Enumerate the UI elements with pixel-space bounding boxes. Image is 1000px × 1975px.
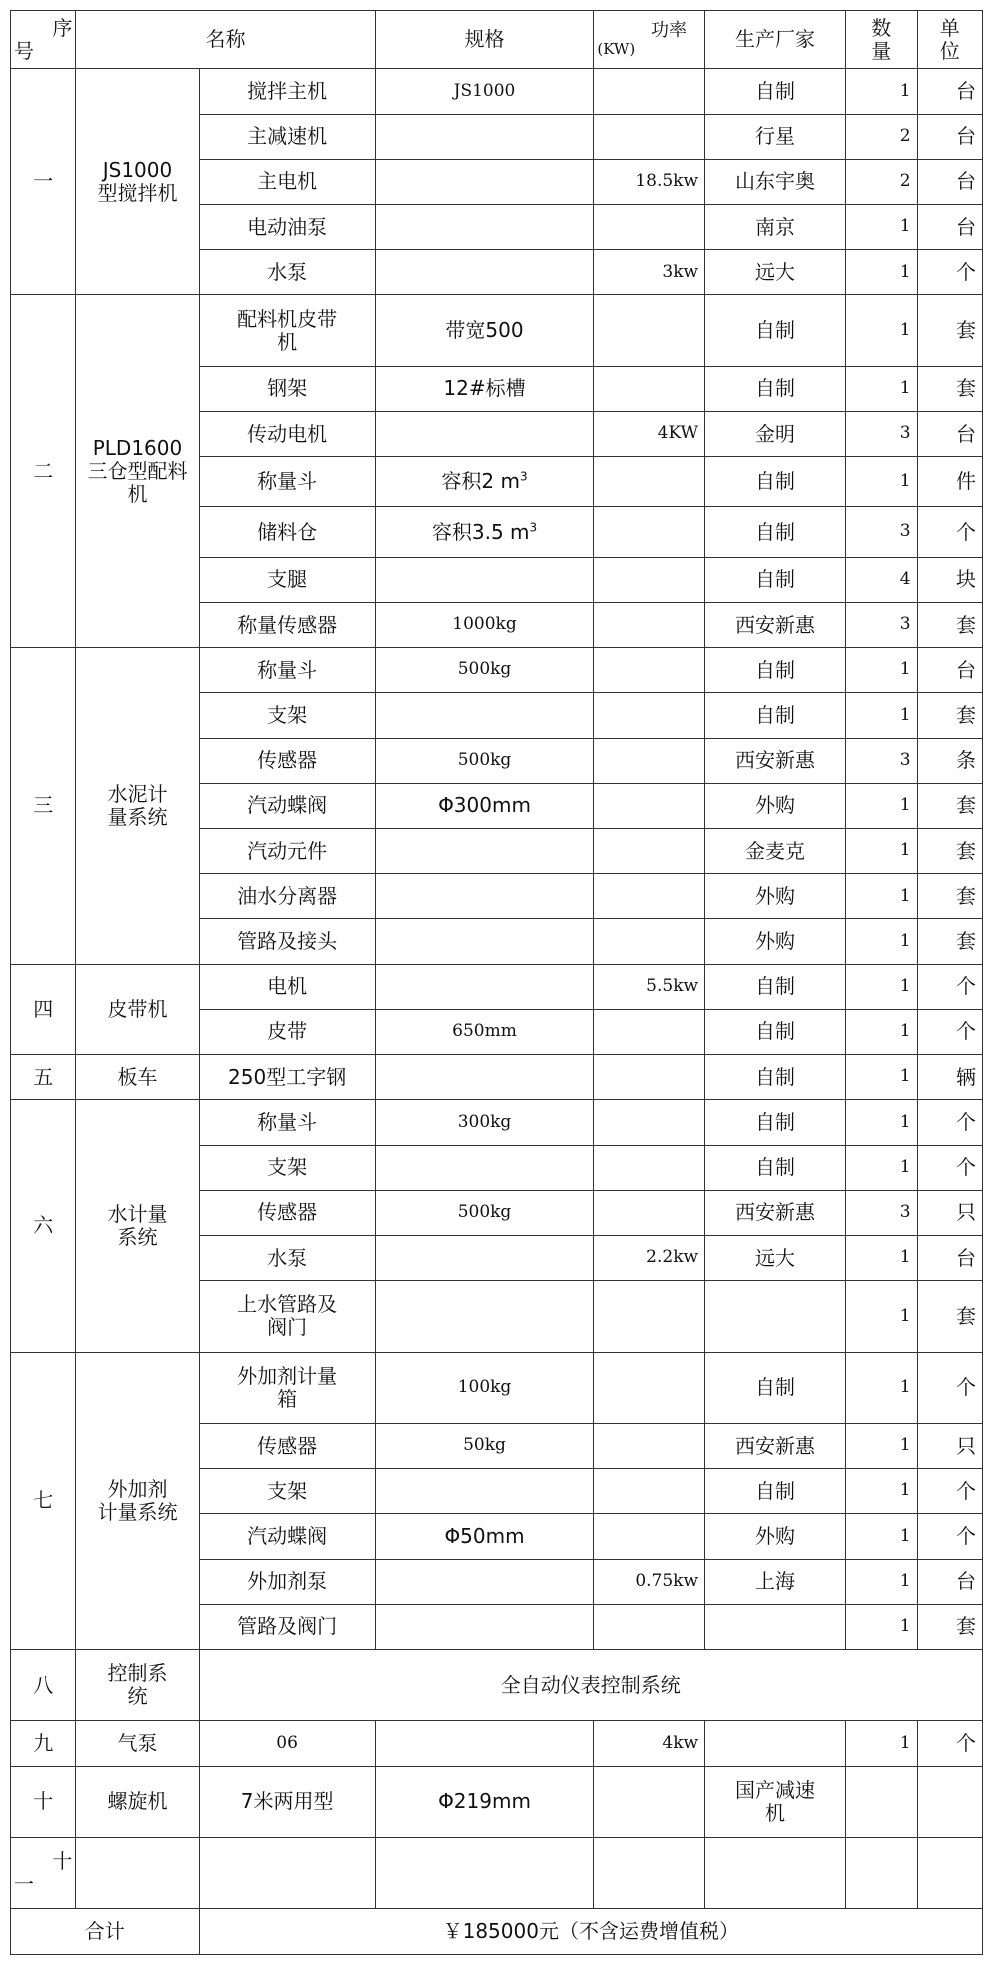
table-row	[11, 1721, 983, 1766]
item-power	[594, 204, 705, 249]
item-power	[594, 738, 705, 783]
item-unit: 套	[917, 1281, 982, 1352]
item-name: 搅拌主机	[199, 69, 375, 114]
item-name: 外加剂计量 箱	[199, 1352, 375, 1423]
item-qty: 1	[845, 250, 917, 295]
item-maker: 金麦克	[705, 829, 846, 874]
item-maker: 自制	[705, 1100, 846, 1145]
item-qty: 1	[845, 204, 917, 249]
item-power	[594, 1604, 705, 1649]
item-power	[594, 829, 705, 874]
item-maker: 自制	[705, 1469, 846, 1514]
item-spec: 容积3.5 $m^3$	[375, 507, 594, 557]
item-name: 称量斗	[199, 648, 375, 693]
item-power	[594, 295, 705, 366]
item-spec	[375, 829, 594, 874]
item-power: 5.5kw	[594, 964, 705, 1009]
item-power	[594, 1009, 705, 1054]
group-name: 气泵	[76, 1721, 199, 1766]
item-unit: 件	[917, 457, 982, 507]
item-name: 汽动蝶阀	[199, 1514, 375, 1559]
item-name: 水泵	[199, 1235, 375, 1280]
item-power: 0.75kw	[594, 1559, 705, 1604]
group-name: 控制系 统	[76, 1650, 199, 1721]
item-qty: 1	[845, 1235, 917, 1280]
item-qty: 1	[845, 366, 917, 411]
item-power: 18.5kw	[594, 159, 705, 204]
item-power	[594, 1190, 705, 1235]
item-qty: 1	[845, 1352, 917, 1423]
item-maker: 外购	[705, 919, 846, 964]
item-maker: 自制	[705, 648, 846, 693]
item-power	[594, 1514, 705, 1559]
item-name: 钢架	[199, 366, 375, 411]
item-spec: 300kg	[375, 1100, 594, 1145]
item-qty: 3	[845, 507, 917, 557]
item-name: 传感器	[199, 1423, 375, 1468]
item-maker: 自制	[705, 1055, 846, 1100]
item-power	[594, 557, 705, 602]
item-power	[594, 1766, 705, 1837]
item-maker: 国产减速 机	[705, 1766, 846, 1837]
item-spec: 容积2 $m^3$	[375, 457, 594, 507]
item-spec: 500kg	[375, 1190, 594, 1235]
item-maker: 自制	[705, 1352, 846, 1423]
item-maker: 远大	[705, 1235, 846, 1280]
item-spec	[375, 557, 594, 602]
header-unit: 单 位	[917, 11, 982, 69]
item-spec: Φ300mm	[375, 783, 594, 828]
item-qty: 2	[845, 159, 917, 204]
item-spec	[375, 1604, 594, 1649]
item-maker: 自制	[705, 69, 846, 114]
item-power	[594, 783, 705, 828]
group-name: PLD1600 三仓型配料 机	[76, 295, 199, 648]
item-power	[594, 1055, 705, 1100]
item-unit: 台	[917, 204, 982, 249]
group-seq: 一	[11, 69, 76, 295]
item-unit: 套	[917, 874, 982, 919]
item-power	[594, 366, 705, 411]
item-name: 油水分离器	[199, 874, 375, 919]
item-qty: 1	[845, 829, 917, 874]
item-name: 配料机皮带 机	[199, 295, 375, 366]
item-qty: 3	[845, 738, 917, 783]
item-name: 称量斗	[199, 1100, 375, 1145]
item-name: 支架	[199, 1469, 375, 1514]
item-maker: 自制	[705, 366, 846, 411]
item-power	[594, 1352, 705, 1423]
item-name: 管路及阀门	[199, 1604, 375, 1649]
item-qty: 1	[845, 69, 917, 114]
item-spec: Φ219mm	[375, 1766, 594, 1837]
item-spec	[375, 1721, 594, 1766]
table-row	[11, 1766, 983, 1837]
item-unit: 个	[917, 1469, 982, 1514]
item-spec: 12#标槽	[375, 366, 594, 411]
item-power	[594, 1469, 705, 1514]
item-maker: 外购	[705, 874, 846, 919]
item-unit: 个	[917, 964, 982, 1009]
item-spec	[375, 1235, 594, 1280]
total-value: ￥185000元（不含运费增值税）	[199, 1909, 982, 1955]
item-spec: 500kg	[375, 648, 594, 693]
item-name: 电机	[199, 964, 375, 1009]
item-power: 4kw	[594, 1721, 705, 1766]
item-power	[594, 1281, 705, 1352]
item-maker: 西安新惠	[705, 1423, 846, 1468]
item-name: 汽动蝶阀	[199, 783, 375, 828]
group-seq: 五	[11, 1055, 76, 1100]
header-seq: 序 号	[11, 11, 76, 69]
item-maker: 自制	[705, 507, 846, 557]
header-power: 功率 (KW)	[594, 11, 705, 69]
item-maker: 自制	[705, 457, 846, 507]
item-maker	[705, 1721, 846, 1766]
table-row	[11, 648, 983, 693]
item-power: 4KW	[594, 411, 705, 456]
item-spec	[375, 204, 594, 249]
item-unit: 个	[917, 1514, 982, 1559]
item-qty: 4	[845, 557, 917, 602]
empty-cell	[594, 1837, 705, 1908]
empty-cell	[199, 1837, 375, 1908]
item-unit: 只	[917, 1423, 982, 1468]
group-seq: 九	[11, 1721, 76, 1766]
item-maker: 自制	[705, 1145, 846, 1190]
item-maker: 外购	[705, 1514, 846, 1559]
table-row	[11, 1837, 983, 1908]
item-qty: 1	[845, 1514, 917, 1559]
item-name: 传动电机	[199, 411, 375, 456]
item-maker: 南京	[705, 204, 846, 249]
item-unit: 块	[917, 557, 982, 602]
item-unit: 条	[917, 738, 982, 783]
item-qty: 1	[845, 874, 917, 919]
item-name: 电动油泵	[199, 204, 375, 249]
item-qty: 3	[845, 1190, 917, 1235]
item-name: 7米两用型	[199, 1766, 375, 1837]
item-qty: 1	[845, 964, 917, 1009]
item-name: 250型工字钢	[199, 1055, 375, 1100]
item-spec	[375, 114, 594, 159]
item-spec	[375, 1055, 594, 1100]
item-unit: 台	[917, 648, 982, 693]
item-unit	[917, 1766, 982, 1837]
item-power	[594, 648, 705, 693]
item-name: 主减速机	[199, 114, 375, 159]
item-maker: 自制	[705, 964, 846, 1009]
item-name: 皮带	[199, 1009, 375, 1054]
item-power	[594, 1423, 705, 1468]
item-spec: 50kg	[375, 1423, 594, 1468]
item-power	[594, 874, 705, 919]
item-name: 称量斗	[199, 457, 375, 507]
item-qty	[845, 1766, 917, 1837]
item-qty: 1	[845, 1100, 917, 1145]
item-maker	[705, 1604, 846, 1649]
item-qty: 2	[845, 114, 917, 159]
item-spec: 1000kg	[375, 602, 594, 647]
group-name: 外加剂 计量系统	[76, 1352, 199, 1649]
item-spec	[375, 919, 594, 964]
item-maker	[705, 1281, 846, 1352]
group-name: 螺旋机	[76, 1766, 199, 1837]
item-name: 支架	[199, 693, 375, 738]
item-name: 06	[199, 1721, 375, 1766]
empty-cell	[76, 1837, 199, 1908]
item-name: 支腿	[199, 557, 375, 602]
item-qty: 1	[845, 1604, 917, 1649]
group-seq: 十 一	[11, 1837, 76, 1908]
item-name: 管路及接头	[199, 919, 375, 964]
item-qty: 1	[845, 295, 917, 366]
item-maker: 金明	[705, 411, 846, 456]
item-name: 储料仓	[199, 507, 375, 557]
item-power	[594, 114, 705, 159]
item-unit: 套	[917, 693, 982, 738]
item-qty: 3	[845, 411, 917, 456]
item-unit: 只	[917, 1190, 982, 1235]
item-spec	[375, 693, 594, 738]
item-spec	[375, 1559, 594, 1604]
item-qty: 1	[845, 1009, 917, 1054]
group-seq: 八	[11, 1650, 76, 1721]
item-maker: 西安新惠	[705, 738, 846, 783]
item-spec	[375, 874, 594, 919]
group-seq: 十	[11, 1766, 76, 1837]
item-unit: 台	[917, 411, 982, 456]
item-maker: 外购	[705, 783, 846, 828]
item-maker: 自制	[705, 295, 846, 366]
total-row	[11, 1909, 983, 1955]
item-unit: 台	[917, 1559, 982, 1604]
item-spec	[375, 1469, 594, 1514]
item-spec	[375, 964, 594, 1009]
group-seq: 三	[11, 648, 76, 965]
item-spec	[375, 1145, 594, 1190]
table-row	[11, 964, 983, 1009]
item-maker: 西安新惠	[705, 1190, 846, 1235]
item-name: 传感器	[199, 738, 375, 783]
equipment-table	[10, 10, 983, 1955]
item-unit: 套	[917, 783, 982, 828]
item-power	[594, 602, 705, 647]
header-row	[11, 11, 983, 69]
item-power: 2.2kw	[594, 1235, 705, 1280]
item-unit: 台	[917, 69, 982, 114]
item-qty: 1	[845, 1055, 917, 1100]
item-unit: 个	[917, 1145, 982, 1190]
empty-cell	[375, 1837, 594, 1908]
item-qty: 1	[845, 919, 917, 964]
item-unit: 套	[917, 829, 982, 874]
item-unit: 套	[917, 1604, 982, 1649]
item-name: 称量传感器	[199, 602, 375, 647]
table-row	[11, 1352, 983, 1423]
item-power: 3kw	[594, 250, 705, 295]
table-row	[11, 1055, 983, 1100]
item-name: 上水管路及 阀门	[199, 1281, 375, 1352]
item-qty: 1	[845, 1559, 917, 1604]
item-unit: 套	[917, 919, 982, 964]
group-name: 水计量 系统	[76, 1100, 199, 1352]
item-maker: 远大	[705, 250, 846, 295]
item-unit: 台	[917, 159, 982, 204]
item-power	[594, 457, 705, 507]
item-power	[594, 919, 705, 964]
item-spec: Φ50mm	[375, 1514, 594, 1559]
item-maker: 行星	[705, 114, 846, 159]
table-row	[11, 1650, 983, 1721]
item-power	[594, 693, 705, 738]
empty-cell	[845, 1837, 917, 1908]
table-row	[11, 1100, 983, 1145]
table-row	[11, 295, 983, 366]
item-name: 传感器	[199, 1190, 375, 1235]
item-maker: 自制	[705, 693, 846, 738]
item-qty: 1	[845, 1721, 917, 1766]
item-unit: 个	[917, 507, 982, 557]
item-unit: 个	[917, 1100, 982, 1145]
group-seq: 四	[11, 964, 76, 1054]
item-power	[594, 69, 705, 114]
item-qty: 1	[845, 648, 917, 693]
item-qty: 1	[845, 1423, 917, 1468]
item-spec: 带宽500	[375, 295, 594, 366]
item-unit: 套	[917, 295, 982, 366]
header-maker: 生产厂家	[705, 11, 846, 69]
item-spec	[375, 411, 594, 456]
header-name: 名称	[76, 11, 375, 69]
item-name: 汽动元件	[199, 829, 375, 874]
item-name: 外加剂泵	[199, 1559, 375, 1604]
group-seq: 七	[11, 1352, 76, 1649]
item-qty: 1	[845, 1145, 917, 1190]
item-spec: 500kg	[375, 738, 594, 783]
item-qty: 1	[845, 1469, 917, 1514]
group-seq: 二	[11, 295, 76, 648]
item-unit: 个	[917, 250, 982, 295]
item-maker: 西安新惠	[705, 602, 846, 647]
item-power	[594, 1100, 705, 1145]
item-qty: 3	[845, 602, 917, 647]
item-name: 主电机	[199, 159, 375, 204]
item-maker: 山东宇奥	[705, 159, 846, 204]
item-unit: 个	[917, 1721, 982, 1766]
item-unit: 套	[917, 366, 982, 411]
group-name: JS1000 型搅拌机	[76, 69, 199, 295]
total-label: 合计	[11, 1909, 200, 1955]
empty-cell	[917, 1837, 982, 1908]
item-unit: 个	[917, 1009, 982, 1054]
item-spec: JS1000	[375, 69, 594, 114]
item-qty: 1	[845, 783, 917, 828]
item-spec	[375, 159, 594, 204]
item-unit: 套	[917, 602, 982, 647]
item-maker: 自制	[705, 557, 846, 602]
item-spec	[375, 1281, 594, 1352]
item-spec: 650mm	[375, 1009, 594, 1054]
item-unit: 辆	[917, 1055, 982, 1100]
item-maker: 上海	[705, 1559, 846, 1604]
header-qty: 数 量	[845, 11, 917, 69]
item-unit: 台	[917, 1235, 982, 1280]
empty-cell	[705, 1837, 846, 1908]
group-seq: 六	[11, 1100, 76, 1352]
control-system-description: 全自动仪表控制系统	[199, 1650, 982, 1721]
item-unit: 个	[917, 1352, 982, 1423]
header-spec: 规格	[375, 11, 594, 69]
item-spec: 100kg	[375, 1352, 594, 1423]
item-qty: 1	[845, 1281, 917, 1352]
item-name: 支架	[199, 1145, 375, 1190]
item-name: 水泵	[199, 250, 375, 295]
group-name: 板车	[76, 1055, 199, 1100]
item-qty: 1	[845, 693, 917, 738]
group-name: 皮带机	[76, 964, 199, 1054]
item-maker: 自制	[705, 1009, 846, 1054]
item-power	[594, 1145, 705, 1190]
item-spec	[375, 250, 594, 295]
item-unit: 台	[917, 114, 982, 159]
item-qty: 1	[845, 457, 917, 507]
item-power	[594, 507, 705, 557]
group-name: 水泥计 量系统	[76, 648, 199, 965]
table-row	[11, 69, 983, 114]
